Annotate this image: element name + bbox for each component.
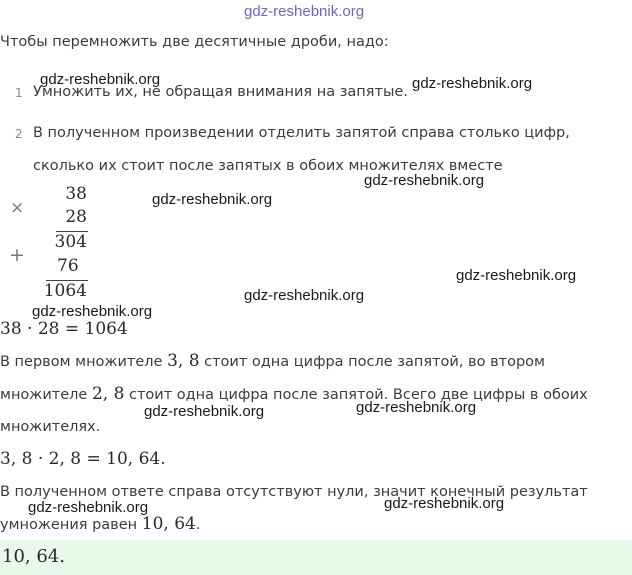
partial-product: 304 [54,232,87,252]
watermark: gdz-reshebnik.org [244,287,365,304]
step-text: В полученном произведении отделить запятой справа столько цифр, [33,125,570,141]
text: стоит одна цифра после запятой, во втором [199,354,545,370]
watermark: gdz-reshebnik.org [384,495,505,512]
explanation-line [0,384,588,404]
answer-box [0,540,632,575]
watermark: gdz-reshebnik.org [32,303,153,320]
watermark: gdz-reshebnik.org [28,499,149,516]
times-sign: × [10,198,25,218]
watermark: gdz-reshebnik.org [412,75,533,92]
number: 10, 64 [141,514,196,534]
text: множителе [0,387,92,403]
product-result: 1064 [43,281,87,301]
factor-a: 38 [65,184,87,204]
equation: 38 · 28 = 1064 [0,319,128,339]
intro-text: Чтобы перемножить две десятичные дроби, надо: [0,34,389,50]
watermark: gdz-reshebnik.org [244,3,365,20]
explanation-line: В полученном ответе справа отсутствуют нули, значит конечный результат [0,484,588,500]
explanation-line [0,514,200,534]
number: 3, 8 [167,351,200,371]
step-text: сколько их стоит после запятых в обоих множителях вместе [33,158,503,174]
text: В первом множителе [0,354,168,370]
explanation-line: множителях. [0,419,101,435]
step-number: 2 [15,127,23,141]
watermark: gdz-reshebnik.org [152,191,273,208]
step-number: 1 [15,86,23,100]
factor-b: 28 [65,207,87,227]
watermark: gdz-reshebnik.org [456,267,577,284]
equation: 3, 8 · 2, 8 = 10, 64. [0,449,166,469]
step-text: Умножить их, не обращая внимания на запятые. [33,84,408,100]
watermark: gdz-reshebnik.org [364,172,485,189]
number: 2, 8 [91,384,125,404]
watermark: gdz-reshebnik.org [356,399,477,416]
answer-value: 10, 64. [2,546,65,567]
watermark: gdz-reshebnik.org [144,403,265,420]
explanation-line [0,351,545,371]
plus-sign: + [9,244,25,266]
partial-product: 76 [57,256,79,276]
text: стоит одна цифра после запятой. Всего две цифры в обоих [124,387,588,403]
text: умножения равен [0,517,142,533]
text: . [195,517,201,533]
watermark: gdz-reshebnik.org [40,71,161,88]
